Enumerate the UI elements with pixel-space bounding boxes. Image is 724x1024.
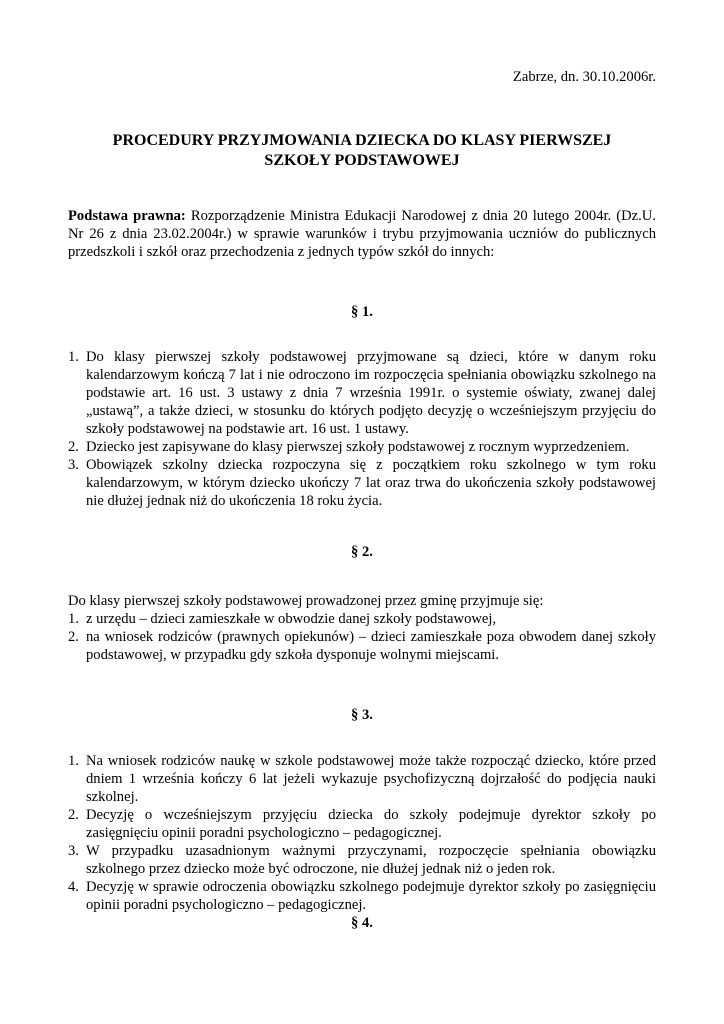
document-title (68, 131, 656, 171)
list-item-text: Obowiązek szkolny dziecka rozpoczyna się z początkiem roku szkolnego w tym roku kalendarzowym, w którym dziecko ukończy 7 lat oraz trwa do ukończenia szkoły podstawowej nie dłużej jednak niż do ukończenia 18 roku życia. (86, 457, 656, 509)
legal-basis (68, 207, 656, 261)
section-3-list (68, 752, 656, 914)
list-item-number: 1. (68, 611, 79, 627)
section-2-list (68, 610, 656, 664)
list-item-number: 2. (68, 629, 79, 645)
list-item-number: 2. (68, 807, 79, 823)
list-item-text: Decyzję w sprawie odroczenia obowiązku szkolnego podejmuje dyrektor szkoły po zasięgnięciu opinii poradni psychologiczno – pedagogicznej. (86, 879, 656, 913)
list-item-number: 3. (68, 457, 79, 473)
list-item-number: 2. (68, 439, 79, 455)
list-item-number: 1. (68, 349, 79, 365)
list-item-text: z urzędu – dzieci zamieszkałe w obwodzie danej szkoły podstawowej, (86, 611, 497, 627)
list-item-text: Dziecko jest zapisywane do klasy pierwszej szkoły podstawowej z rocznym wyprzedzeniem. (86, 439, 630, 455)
list-item-text: Na wniosek rodziców naukę w szkole podstawowej może także rozpocząć dziecko, które przed dniem 1 września kończy 6 lat jeżeli wykazuje psychofizyczną dojrzałość do podjęcia nauki szkolnej. (86, 753, 656, 805)
section-1-title: § 1. (351, 304, 373, 320)
legal-basis-text: Rozporządzenie Ministra Edukacji Narodowej z dnia 20 lutego 2004r. (Dz.U. Nr 26 z dnia 23.02.2004r.) w sprawie warunków i trybu przyjmowania uczniów do publicznych przedszkoli i szkół oraz przechodzenia z jednych typów szkół do innych: (68, 208, 656, 260)
list-item (68, 456, 656, 510)
list-item-text: na wniosek rodziców (prawnych opiekunów) – dzieci zamieszkałe poza obwodem danej szkoły podstawowej, w przypadku gdy szkoła dysponuje wolnymi miejscami. (86, 629, 656, 663)
list-item (68, 610, 656, 628)
list-item-number: 3. (68, 843, 79, 859)
list-item (68, 878, 656, 914)
list-item (68, 438, 656, 456)
document-date: Zabrze, dn. 30.10.2006r. (512, 69, 656, 85)
list-item (68, 348, 656, 438)
document-title-line-1: PROCEDURY PRZYJMOWANIA DZIECKA DO KLASY PIERWSZEJ (112, 132, 612, 149)
section-2-title: § 2. (351, 544, 373, 560)
list-item (68, 752, 656, 806)
list-item-number: 4. (68, 879, 79, 895)
section-3-title: § 3. (351, 707, 373, 723)
list-item-text: Decyzję o wcześniejszym przyjęciu dziecka do szkoły podejmuje dyrektor szkoły po zasięgnięciu opinii poradni psychologiczno – pedagogicznej. (86, 807, 656, 841)
document-title-line-2: SZKOŁY PODSTAWOWEJ (264, 152, 460, 169)
list-item-number: 1. (68, 753, 79, 769)
list-item-text: Do klasy pierwszej szkoły podstawowej przyjmowane są dzieci, które w danym roku kalendarzowym kończą 7 lat i nie odroczono im rozpoczęcia spełniania obowiązku szkolnego na podstawie art. 16 ust. 3 ustawy z dnia 7 września 1991r. o systemie oświaty, zwanej dalej „ustawą”, a także dzieci, w stosunku do których podjęto decyzję o wcześniejszym przyjęciu do szkoły podstawowej na podstawie art. 16 ust. 1 ustawy. (86, 349, 656, 437)
list-item (68, 842, 656, 878)
list-item (68, 806, 656, 842)
list-item-text: W przypadku uzasadnionym ważnymi przyczynami, rozpoczęcie spełniania obowiązku szkolnego przez dziecko może być odroczone, nie dłużej jednak niż o jeden rok. (86, 843, 656, 877)
list-item (68, 628, 656, 664)
section-4-title: § 4. (351, 915, 373, 931)
section-1-list (68, 348, 656, 510)
section-2-intro: Do klasy pierwszej szkoły podstawowej prowadzonej przez gminę przyjmuje się: (68, 593, 544, 609)
legal-basis-label: Podstawa prawna: (68, 208, 186, 224)
